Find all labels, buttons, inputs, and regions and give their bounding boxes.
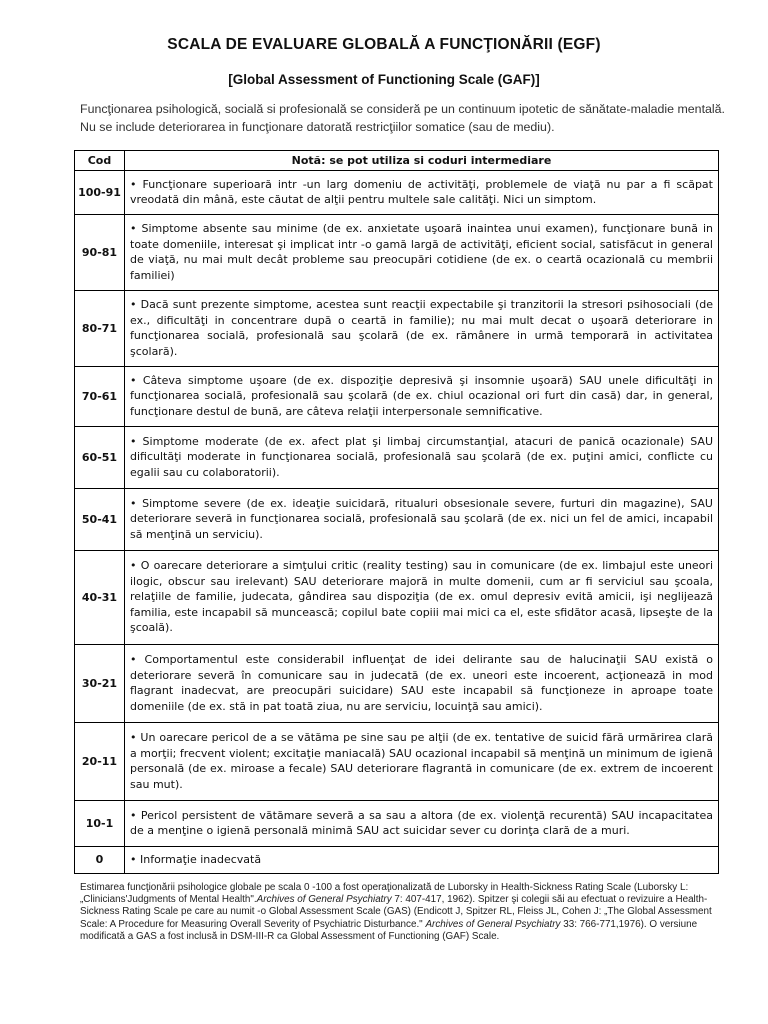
row-description: • Informaţie inadecvată [125, 847, 719, 874]
table-row [75, 801, 719, 847]
row-code: 90-81 [75, 215, 125, 291]
footnote-journal-1: Archives of General Psychiatry [256, 894, 392, 906]
row-description: • Funcţionare superioară intr -un larg domeniu de activităţi, problemele de viaţă nu par a fi scăpat vreodată din mână, este căutat de alţii pentru multele sale calităţi. Nici un simptom. [125, 171, 719, 215]
row-code: 20-11 [75, 723, 125, 801]
header-note: Notă: se pot utiliza si coduri intermediare [125, 151, 719, 171]
row-description: • Simptome absente sau minime (de ex. anxietate uşoară inaintea unui examen), funcţionare bună in toate domeniile, interesat şi implicat intr -o gamă largă de activităţi, eficient social, satisfăcut in general de viaţă, nu mai mult decât probleme sau preocupări cotidiene (de ex. o ceartă ocazională cu membrii familiei) [125, 215, 719, 291]
table-row [75, 171, 719, 215]
table-row [75, 367, 719, 427]
row-code: 70-61 [75, 367, 125, 427]
row-code: 60-51 [75, 427, 125, 489]
table-row [75, 489, 719, 551]
row-description: • Simptome moderate (de ex. afect plat şi limbaj circumstanţial, atacuri de panică ocazionale) SAU dificultăţi moderate in funcţionarea socială, profesională sau şcolară (de ex. puţini amici, conflicte cu egalii sau cu colaboratorii). [125, 427, 719, 489]
row-description: • Simptome severe (de ex. ideaţie suicidară, ritualuri obsesionale severe, furturi din magazine), SAU deteriorare severă in funcţionarea socială, profesională sau şcolară (de ex. nici un fel de amici, incapabil să menţină un serviciu). [125, 489, 719, 551]
row-code: 80-71 [75, 291, 125, 367]
row-code: 40-31 [75, 551, 125, 645]
footnote-part-3: 33: 766-771,1976). O versiune modificată a GAS a fost inclusă in DSM-III-R ca Global Assessment of Functioning (GAF) Scale. [80, 918, 698, 942]
footnote-journal-2: Archives of General Psychiatry [425, 918, 561, 930]
intro-paragraph: Funcţionarea psihologică, socială si profesională se consideră pe un continuum ipotetic de sănătate-maladie mentală. Nu se include deteriorarea in funcţionare datorată restricţiilor somatice (sau de mediu). [80, 102, 725, 134]
table-row [75, 723, 719, 801]
row-description: • Dacă sunt prezente simptome, acestea sunt reacţii expectabile şi tranzitorii la stresori psihosociali (de ex., dificultăţi in concentrare după o ceartă in familie); nu mai mult decat o uşoară deteriorare in funcţionarea socială, profesională sau şcolară (de ex. rămânere in urmă temporară in activitatea şcolară). [125, 291, 719, 367]
row-description: • Pericol persistent de vătămare severă a sa sau a altora (de ex. violenţă recurentă) SAU incapacitatea de a menţine o igienă personală minimă SAU act suicidar sever cu dorinţa clară de a muri. [125, 801, 719, 847]
table-row [75, 291, 719, 367]
table-row [75, 427, 719, 489]
table-row [75, 215, 719, 291]
row-code: 50-41 [75, 489, 125, 551]
row-description: • Un oarecare pericol de a se vătăma pe sine sau pe alţii (de ex. tentative de suicid fără urmărirea clară a morţii; frecvent violent; excitaţie maniacală) SAU ocazional incapabil să menţină un minimum de igienă personală (de ex. miroase a fecale) SAU deteriorare flagrantă in comunicare (de ex. extrem de incoerent sau mut). [125, 723, 719, 801]
page-subtitle: [Global Assessment of Functioning Scale (GAF)] [228, 72, 540, 87]
table-row [75, 847, 719, 874]
row-description: • Comportamentul este considerabil influenţat de idei delirante sau de halucinaţii SAU există o deteriorare severă în comunicare sau in judecată (de ex. uneori este incoerent, acţionează in mod flagrant inadecvat, are preocupări suicidare) SAU este incapabil să funcţioneze in aproape toate domeniile (de ex. stă in pat toată ziua, nu are serviciu, locuinţă sau amici). [125, 645, 719, 723]
gaf-table [74, 150, 719, 874]
table-header-row [75, 151, 719, 171]
footnote [80, 882, 720, 943]
row-description: • O oarecare deteriorare a simţului critic (reality testing) sau in comunicare (de ex. limbajul este uneori ilogic, obscur sau irelevant) SAU deteriorare majoră in multe domenii, cum ar fi serviciul sau şcoala, relaţiile de familie, judecata, gândirea sau dispoziţia (de ex. omul depresiv evită amicii, işi neglijează familia, este incapabil să muncească; copilul bate copiii mai mici ca el, este sfidător acasă, lipseşte de la şcoală). [125, 551, 719, 645]
footnote-part-2: 7: 407-417, 1962). Spitzer şi colegii săi au efectuat o revizuire a Health-Sickness Rating Scale pe care au numit -o Global Assessment Scale (GAS) (Endicott J, Spitzer RL, Fleiss JL, Cohen J: „The Global Assessment Scale: A Procedure for Measuring Overall Severity of Psychiatric Disturbance." [80, 894, 712, 930]
row-code: 30-21 [75, 645, 125, 723]
row-description: • Câteva simptome uşoare (de ex. dispoziţie depresivă şi insomnie uşoară) SAU unele dificultăţi in funcţionarea socială, profesională sau şcolară (de ex. chiul ocazional ori furt din casă) dar, in general, funcţionare destul de bună, are câteva relaţii interpersonale semnificative. [125, 367, 719, 427]
row-code: 0 [75, 847, 125, 874]
page-title: SCALA DE EVALUARE GLOBALĂ A FUNCŢIONĂRII (EGF) [167, 36, 601, 53]
row-code: 10-1 [75, 801, 125, 847]
table-row [75, 551, 719, 645]
row-code: 100-91 [75, 171, 125, 215]
header-code: Cod [75, 151, 125, 171]
table-row [75, 645, 719, 723]
footnote-part-1: Estimarea funcţionării psihologice globale pe scala 0 -100 a fost operaţionalizată de Luborsky in Health-Sickness Rating Scale (Luborsky L: „Clinicians'Judgments of Mental Health". [80, 882, 689, 906]
